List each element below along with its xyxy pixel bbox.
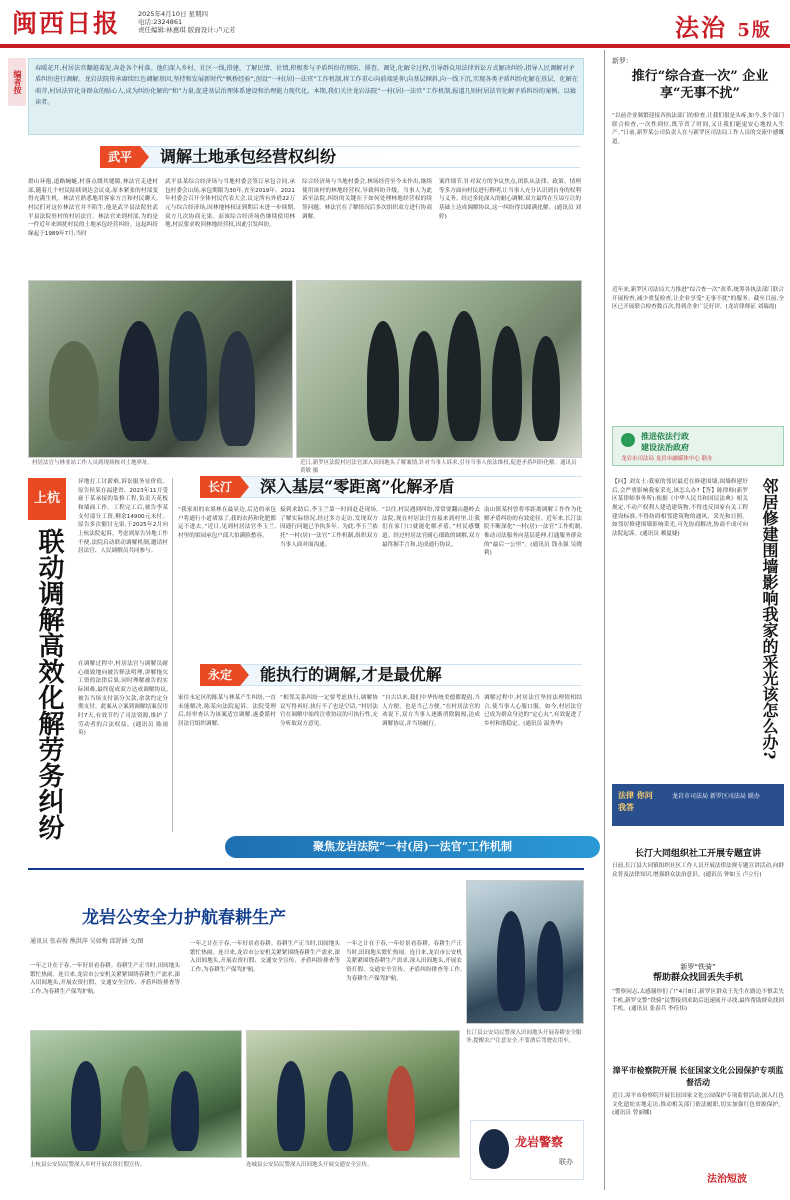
police-photo-3-caption: 长汀县公安局民警深入田间地头开展春耕安全服务,提醒农户注意安全,不要酒后驾驶农用车。 xyxy=(466,1030,582,1044)
police-photo-3 xyxy=(466,880,584,1024)
newspaper-logo: 闽西日报 xyxy=(12,9,121,38)
police-logo-sub: 联办 xyxy=(559,1158,573,1166)
column-divider xyxy=(172,478,173,832)
issue-date: 2025年4月10日 星期四 xyxy=(138,10,209,18)
court-mechanism-banner: 聚焦龙岩法院“一村(居)一法官”工作机制 xyxy=(225,836,600,858)
yongding-col3: “自古以来,我们中华传统美德都提倡,当人方便、也是当己方便。”在村居法官的劝说下,双方当事人逐渐消除隔阂,达成调解协议,并当场履行。 xyxy=(382,695,480,727)
wuping-photo-1-caption: 村居法官与林业站工作人员到现场核对土地界址。 xyxy=(32,460,154,466)
brief1-body: 日前,长汀县大同镇组织社区工作人员开展法律法规专题宣讲活动,向群众普及法律知识,增强群众法治意识。(通讯员 钟如玉 卢立行) xyxy=(612,863,784,878)
right-kicker: 新罗: xyxy=(612,57,629,65)
promo-label-1: 推进依法行政 xyxy=(641,432,689,441)
footer-section-label: 法治短波 xyxy=(707,1174,747,1185)
yongding-banner xyxy=(200,664,582,686)
changting-col3: “以往,村民遇到纠纷,常常要翻山越岭去法院,现在村居法官直接来到村里,让我们在家门口就能化解矛盾。”村民感慨道。经过村居法官耐心细致的调解,双方最终握手言和,达成通行协议。 xyxy=(382,507,480,548)
promo-box xyxy=(612,426,784,466)
shanghang-headline: 联动调解高效化解劳务纠纷 xyxy=(34,528,64,840)
qa-title: 邻居修建围墙影响我家的采光该怎么办? xyxy=(760,478,779,760)
shanghang-col1: 异地打工讨薪难,诉讼服务显价值。原告侯某在福建省、2023年11月受雇于某承接的装修工程,负责天花板和墙面工作。工程完工后,被告李某支付部分工资,剩余14900元未付。原告多次催讨无果,于2025年2月向上杭法院起诉。考虑到原告异地工作不便,法院启动联动调解机制,邀请村居法官、人民调解员共同参与。 xyxy=(78,479,168,555)
police-body-3: 一年之计在于春,一年好景看春耕。春耕生产正当时,田间地头繁忙热闹。连日来,龙岩市公安机关紧紧围绕春耕生产需求,深入田间地头,开展农资打假、交通安全宣传、矛盾纠纷排查等工作,为春耕生产保驾护航。 xyxy=(346,941,462,982)
changting-headline: 深入基层“零距离”化解矛盾 xyxy=(260,477,455,496)
law-qa-sub: 龙岩市司法局 新罗区司法局 联办 xyxy=(672,793,760,800)
police-logo-text: 龙岩警察 xyxy=(515,1135,564,1149)
wuping-banner xyxy=(100,146,580,168)
issue-phone: 电话:2324861 xyxy=(138,18,183,26)
yongding-place: 永定 xyxy=(200,664,240,686)
section-title xyxy=(675,14,772,45)
header-rule xyxy=(0,44,790,48)
brief3-title: 漳平市检察院开展 长征国家文化公园保护专项监督活动 xyxy=(612,1065,784,1087)
changting-place: 长汀 xyxy=(200,476,240,498)
wuping-col1: 群山环抱,道路蜿蜒,村落点缀其缝隙,林法官走进村部,随着几个村民陆续到达会议桌,原本紧张的村部变得充满生机。林法官熟悉地用客家方言和村民聊天,村民们对这位林法官并不陌生,他是武平县法院驻武平县法院驻村的村居法官。林法官来到村部,为的是一件近年来困扰村民的土地承包经营纠纷。这起纠纷缘起于1989年7月,当时 xyxy=(28,179,158,237)
brief1-title: 长汀大同组织社工开展专题宣讲 xyxy=(634,849,761,859)
section-divider xyxy=(28,868,584,870)
wuping-headline: 调解土地承包经营权纠纷 xyxy=(160,147,337,166)
police-logo-box xyxy=(470,1120,584,1180)
changting-banner xyxy=(200,476,582,498)
brief2-kicker: 新罗“铁骑” xyxy=(680,963,716,971)
police-photo-2-caption: 连城县公安局民警深入田间地头开展交通安全宣传。 xyxy=(246,1162,373,1168)
emblem-icon xyxy=(621,433,635,447)
issue-info xyxy=(138,10,368,34)
police-byline: 通讯员 张春俊 熊洪萍 吴如梅 邱舒涵 文/图 xyxy=(30,938,144,945)
wuping-col2: 武平县某综合经济场与当地村委会签订承包合同,承包村委会山场,承包期限为30年,直至2019年。2021年村委会召开全体村民代表大会,议定所有外借22万元与综合经济场,因林地林权证到期后未进一步续期,双方几次协商无果。而该综合经济场仍继续使用林地,村民要求收回林地经营权,因此引发纠纷。 xyxy=(165,179,295,229)
promo-sub: 龙岩市司法局 龙岩市融媒体中心 联办 xyxy=(621,456,713,462)
brief2-title: 帮助群众找回丢失手机 xyxy=(652,973,743,983)
issue-editors: 责任编辑:林惠琪 版面设计:卢元芳 xyxy=(138,26,236,34)
wuping-photo-2-caption: 近日,新罗区法院村居法官深入田间地头了解案情,针对当事人诉求,引导当事人依法维权,促进矛盾纠纷化解。通讯员 黄敏 摄 xyxy=(300,460,577,474)
right-column-divider xyxy=(604,50,605,1190)
police-officer-icon xyxy=(479,1129,509,1169)
law-qa-box xyxy=(612,784,784,826)
section-name: 法治 xyxy=(675,13,727,42)
wuping-place: 武平 xyxy=(100,146,140,168)
police-headline: 龙岩公安全力护航春耕生产 xyxy=(82,908,286,928)
police-photo-1 xyxy=(30,1030,242,1158)
yongding-headline: 能执行的调解,才是最优解 xyxy=(260,665,442,684)
page-label: 5版 xyxy=(737,20,772,41)
changting-col1: “我家祖的农果林在最显边,后边的承包户将通行小道堵塞了,我的农药和化肥都运不进去。”近日,见到村居法官李玉兰,村里的果园承包户邱大伯满脸愁容。 xyxy=(178,507,276,539)
right-headline: 推行“综合查一次” 企业享“无事不扰” xyxy=(631,69,769,101)
police-body: 一年之计在于春,一年好景看春耕。春耕生产正当时,田间地头繁忙热闹。连日来,龙岩市公安机关紧紧围绕春耕生产需求,深入田间地头,开展农资打假、交通安全宣传、矛盾纠纷排查等工作,为春耕生产保驾护航。 xyxy=(30,963,180,995)
police-photo-2 xyxy=(246,1030,460,1158)
changting-col2: 接到求助后,李玉兰第一时间赶赴现场,了解实际情况,经过多方走访,发现双方因通行问题已争执多年。为此,李玉兰依托“一村(居)一法官”工作机制,组织双方当事人面对面沟通。 xyxy=(280,507,378,548)
yongding-col4: 调解过程中,村居法官坚持法理情相结合,使当事人心服口服。如今,村居法官已成为群众身边的“定心丸”,有效促进了乡村和谐稳定。(通讯员 温秀华) xyxy=(484,695,582,727)
shanghang-place: 上杭 xyxy=(28,478,66,520)
brief3-body: 近日,漳平市检察院开展长征国家文化公园保护专项监督活动,深入红色文化遗址实地走访,推动相关部门依法履职,切实加强红色资源保护。(通讯员 曾丽娜) xyxy=(612,1093,784,1117)
editor-note-tag: 编者按 xyxy=(8,58,26,106)
editor-note-box xyxy=(28,58,584,135)
wuping-col4: 案件细节,针对双方的争议焦点,团队从法律、政策、情理等多方面向村民进行释明,让当事人充分认识到自身的权利与义务。经过多轮深入的耐心调解,双方最终在互谅互让的基础上达成调解协议,这一纠纷得以圆满化解。(通讯员 刘婷) xyxy=(439,179,581,220)
qa-body: 【问】刘女士:我家的邻居最近在修建围墙,围墙修建好后,会严重影响我家采光,该怎么办?【答】陈律师(新罗区某律师事务所):根据《中华人民共和国民法典》相关规定,不动产权利人建造建筑物,不得违反国家有关工程建设标准,不得妨碍相邻建筑物的通风、采光和日照。如邻居修建围墙影响采光,可先协商解决,协商不成可向法院起诉。(通讯员 赖夏婕) xyxy=(612,479,748,537)
right-body-1: “以前企业频繁迎接各执法部门的检查,让我们很是头疼,如今,多个部门联合检查,一次性到位,既节省了时间,又让我们能更安心地投入生产。”日前,新罗某公司负责人在与新罗区司法局工作人员的交流中感慨道。 xyxy=(612,113,784,145)
wuping-photo-1 xyxy=(28,280,293,458)
yongding-col1: 家住永定区的陈某与林某产生纠纷,一直未能解决,陈某向法院起诉。法院受理后,经审查认为该案适宜调解,遂委派村居法官组织调解。 xyxy=(178,695,276,727)
yongding-col2: “相邻关系纠纷一定要考虑执行,调解协议写得再好,执行不了也是空话。”村居法官在调解中始终注重协议的可执行性,充分听取双方意见。 xyxy=(280,695,378,727)
promo-label-2: 建设法治政府 xyxy=(641,443,689,452)
editor-note-text: 春暖花开,村居法官翻越着泥,奔赴各个村落。他们深入乡村、社区一线,搭建、了解民情、社情,积极参与矛盾纠纷的预防、排查、调处,化解全过程,引导群众用法律诉讼方式解决纠纷,指导人民调解对矛盾纠纷进行调解。龙岩法院传承赓续红色调解基因,坚持和发展新时代“枫桥经验”,创设“一村(居)一法官”工作机制,将工作重心向前端延伸,向基层倾斜,向一线下沉,实现各类矛盾纠纷化解在基层、化解在萌芽,村居法官化身群众的贴心人,成为纠纷化解的“和”力量,促进基层治理体系建设和治理能力现代化。本期,我们关注龙岩法院“一村(居)一法官”工作机制,报道几则村居法官化解矛盾纠纷的案例。以飨读者。 xyxy=(35,65,579,107)
changting-col4: 南山镇某村曾将零距离调解工作作为化解矛盾纠纷的有效途径。近年来,长汀法院不断深化“一村(居)一法官”工作机制,推动司法服务向基层延伸,打通服务群众的“最后一公里”。(通讯员 钱永强 吴晓莉) xyxy=(484,507,582,557)
police-body-2: 一年之计在于春,一年好景看春耕。春耕生产正当时,田间地头繁忙热闹。连日来,龙岩市公安机关紧紧围绕春耕生产需求,深入田间地头,开展农资打假、交通安全宣传、矛盾纠纷排查等工作,为春耕生产保驾护航。 xyxy=(190,941,340,973)
police-photo-1-caption: 上杭县公安局民警深入乡村开展农资打假宣传。 xyxy=(30,1162,146,1168)
right-body-2: 近年来,新罗区司法局大力推进“综合查一次”改革,统筹各执法部门联合开展检查,减少重复检查,让企业享受“无事不扰”的服务。截至目前,全区已开展联合检查数百次,得到企业广泛好评。(龙岩律师证 刘瑞霞) xyxy=(612,287,784,311)
law-qa-label: 法律 你问我答 xyxy=(618,791,653,812)
wuping-col3: 综合经济场与当地村委会,林场经营至今未作出,继续使用该村的林地经营权,导致纠纷升级。当事人为此诉至法院,纠纷的关键在于如何处理林地经营权的续签问题。林法官在了解情况后多次组织双方进行协商调解。 xyxy=(302,179,432,220)
brief2-body: “警察同志,太感谢你们了!”4月8日,新罗区群众王先生在路边不慎丢失手机,新罗交警“铁骑”民警接到求助后迅速展开寻找,最终帮助群众找回手机。(通讯员 张春兵 李佳伟) xyxy=(612,989,784,1013)
shanghang-col2: 在调解过程中,村居法官与调解员耐心细致地向被告释法明理,讲解拖欠工资的法律后果,同时理解被告的实际困难,最终促成双方达成调解协议,被告当场支付部分欠款,余款约定分期支付。此案从立案到调解结案仅用时7天,有效节约了司法资源,维护了劳动者的合法权益。(通讯员 陈雨英) xyxy=(78,661,168,737)
wuping-photo-2 xyxy=(296,280,582,458)
